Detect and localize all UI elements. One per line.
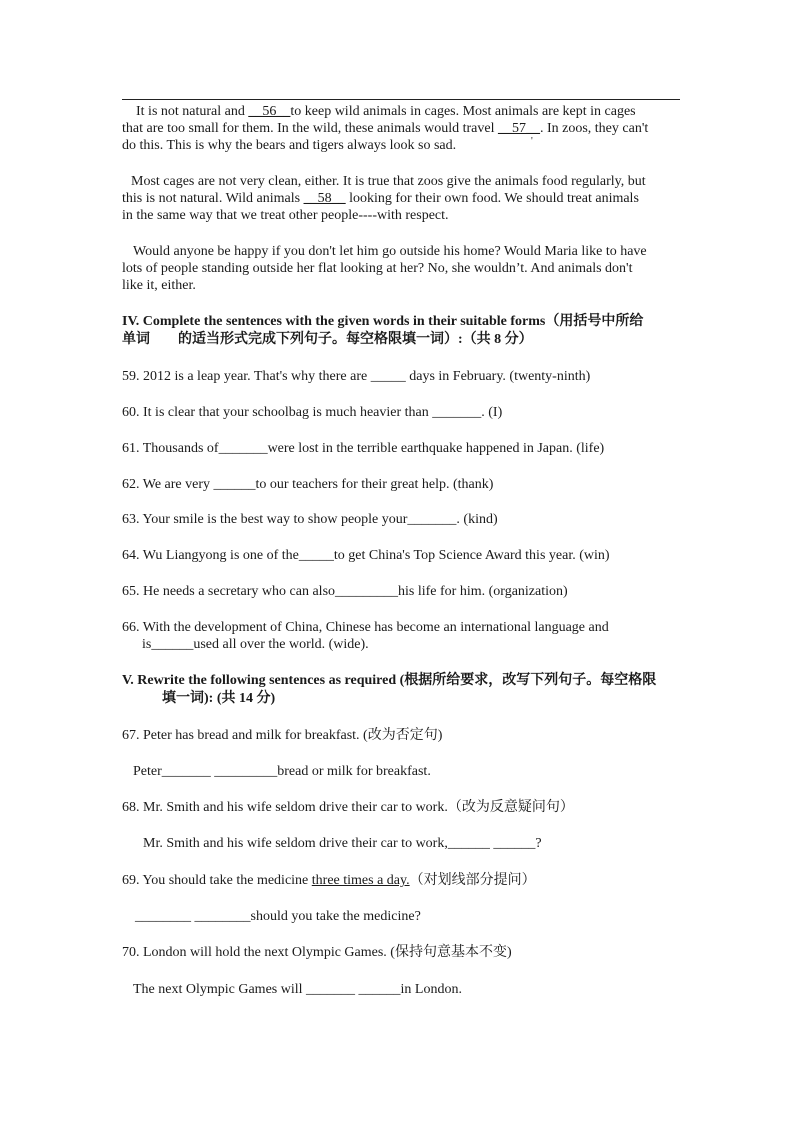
question-64: 64. Wu Liangyong is one of the_____to get China's Top Science Award this year. (win)	[122, 548, 610, 563]
passage-p3-line1: Would anyone be happy if you don't let him go outside his home? Would Maria like to have	[133, 244, 647, 259]
answer-68: Mr. Smith and his wife seldom drive their car to work,______ ______?	[143, 836, 542, 851]
answer-67: Peter_______ _________bread or milk for breakfast.	[133, 764, 431, 779]
section-v-heading: V. Rewrite the following sentences as required (根据所给要求，改写下列句子。每空格限 填一词): (共 14 分)	[122, 673, 657, 706]
question-60: 60. It is clear that your schoolbag is much heavier than _______. (I)	[122, 405, 503, 420]
section-iv-heading: IV. Complete the sentences with the given words in their suitable forms（用括号中所给 单词 的适当形式完成下列句子。每空格限填一词）:（共 8 分）	[122, 314, 644, 347]
passage-p1-line2: that are too small for them. In the wild, these animals would travel __57__. In zoos, they can't	[122, 121, 649, 136]
question-61: 61. Thousands of_______were lost in the terrible earthquake happened in Japan. (life)	[122, 441, 605, 456]
passage-p3-line3: like it, either.	[122, 278, 196, 293]
passage-p2-line2: this is not natural. Wild animals __58__ looking for their own food. We should treat animals	[122, 191, 639, 206]
blank-58: __58__	[303, 191, 346, 206]
question-70: 70. London will hold the next Olympic Games. (保持句意基本不变)	[122, 945, 512, 960]
blank-57: __57__	[497, 121, 540, 136]
question-68: 68. Mr. Smith and his wife seldom drive their car to work.（改为反意疑问句）	[122, 800, 574, 815]
answer-69: ________ ________should you take the medicine?	[135, 909, 421, 924]
passage-p2-line3: in the same way that we treat other people----with respect.	[122, 208, 449, 223]
passage-p1-line3: do this. This is why the bears and tigers always look so sad.	[122, 138, 457, 153]
question-67: 67. Peter has bread and milk for breakfast. (改为否定句)	[122, 728, 443, 743]
underlined-phrase: three times a day.	[311, 873, 410, 888]
blank-56: __56__	[248, 104, 291, 119]
passage-p2-line1: Most cages are not very clean, either. It is true that zoos give the animals food regularly, but	[131, 174, 646, 189]
stray-mark: '	[531, 136, 533, 147]
question-62: 62. We are very ______to our teachers for their great help. (thank)	[122, 477, 494, 492]
passage-p3-line2: lots of people standing outside her flat looking at her? No, she wouldn’t. And animals don't	[122, 261, 633, 276]
question-59: 59. 2012 is a leap year. That's why there are _____ days in February. (twenty-ninth)	[122, 369, 591, 384]
passage-p1-line1: It is not natural and __56__to keep wild animals in cages. Most animals are kept in cages	[136, 104, 636, 119]
top-divider	[122, 99, 680, 100]
question-66-line2: is______used all over the world. (wide).	[142, 637, 369, 652]
question-63: 63. Your smile is the best way to show people your_______. (kind)	[122, 512, 498, 527]
question-65: 65. He needs a secretary who can also_________his life for him. (organization)	[122, 584, 568, 599]
question-66-line1: 66. With the development of China, Chinese has become an international language and	[122, 620, 609, 635]
answer-70: The next Olympic Games will _______ ______in London.	[133, 982, 462, 997]
question-69: 69. You should take the medicine three times a day.（对划线部分提问）	[122, 873, 536, 888]
